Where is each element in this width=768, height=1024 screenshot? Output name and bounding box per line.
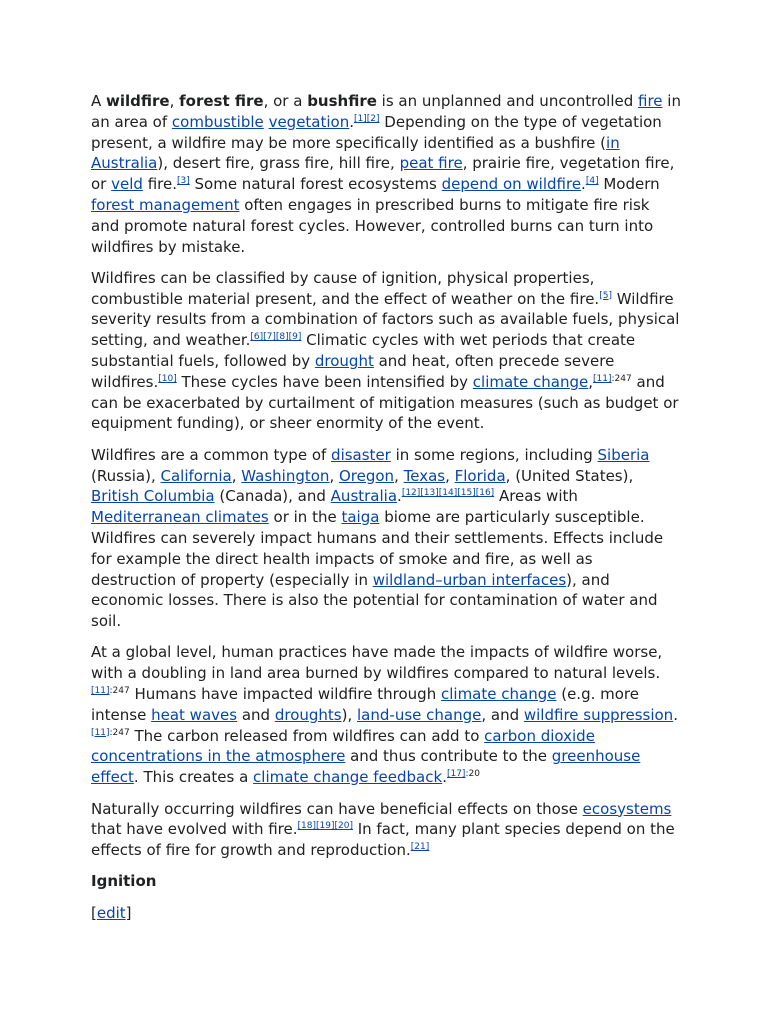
link-siberia[interactable]: Siberia [597,445,650,464]
text-run: often engages in prescribed burns to mitigate fire risk and promote natural forest cycles. However, controlled burns can turn into wildfires by mistake. [91,195,654,256]
bold-term: forest fire [179,92,264,110]
text-run: in some regions, including [390,445,598,464]
page-number: :247 [109,727,130,738]
link-greenhouse-effect[interactable]: greenhouse effect [91,747,641,787]
citation-link[interactable]: [4] [585,176,599,187]
link-washington[interactable]: Washington [241,466,330,485]
paragraph-intro [91,91,681,257]
text-run: Naturally occurring wildfires can have beneficial effects on those [91,799,583,818]
text-run: that have evolved with fire. [91,820,298,839]
text-run: , [588,372,594,391]
link-droughts[interactable]: droughts [274,705,342,724]
edit-bracket-close: ] [125,903,132,922]
text-run: (e.g. more intense [91,685,639,724]
text-run: Modern [598,175,660,194]
text-run: fire. [142,175,177,194]
text-run: In fact, many plant species depend on the effects of fire for growth and reproduction. [91,820,675,860]
link-veld[interactable]: veld [111,175,143,194]
text-run: ), desert fire, grass fire, hill fire, [157,154,400,173]
paragraph-classification [91,268,681,434]
text-run: , [169,92,180,110]
text-run: and can be exacerbated by curtailment of mitigation measures (such as budget or equipment funding), or sheer enormity of the event. [91,372,679,433]
text-run: (Russia), [91,466,161,485]
text-run: At a global level, human practices have made the impacts of wildfire worse, with a doubling in land area burned by wildfires compared to natural levels. [91,643,663,683]
text-run: and [237,705,275,724]
page-number: :20 [465,769,480,780]
link-wildfire-suppression[interactable]: wildfire suppression [523,705,674,724]
link-peat-fire[interactable]: peat fire [399,154,463,173]
text-run: These cycles have been intensified by [176,372,473,391]
text-run: , [329,466,339,485]
page-number: :247 [109,686,130,697]
citation-link[interactable]: [18][19][20] [297,821,353,832]
citation-link[interactable]: [21] [410,842,430,853]
link-land-use-change[interactable]: land-use change [357,705,482,724]
page-number: :247 [611,373,632,384]
link-taiga[interactable]: taiga [341,508,380,527]
text-run: is an unplanned and uncontrolled [376,92,638,110]
bold-term: bushfire [307,92,377,110]
link-heat-waves[interactable]: heat waves [151,705,238,724]
text-run: The carbon released from wildfires can add to [129,726,485,745]
text-run: Wildfire severity results from a combination of factors such as available fuels, physical setting, and weather. [91,289,680,350]
link-forest-management[interactable]: forest management [91,195,240,214]
citation-link[interactable]: [1][2] [354,113,380,124]
text-run: , (United States), [505,466,634,485]
text-run: and heat, often precede severe wildfires. [91,352,615,391]
citation-link[interactable]: [10] [158,373,177,384]
link-florida[interactable]: Florida [454,466,506,485]
text-run: in an area of [91,92,681,131]
text-run: Humans have impacted wildfire through [129,685,441,704]
paragraph-ecosystems [91,799,681,861]
text-run: . [673,705,678,724]
section-heading-ignition: Ignition [91,872,157,891]
citation-link[interactable]: [3] [176,176,190,187]
link-in-australia[interactable]: in Australia [91,133,620,173]
edit-bracket-open: [ [91,903,97,922]
text-run: . [349,112,355,131]
link-fire[interactable]: fire [638,92,663,110]
edit-link[interactable]: edit [96,903,126,922]
link-climate-change[interactable]: climate change [440,685,557,704]
link-carbon-dioxide-concentrations-in-the-atmosphere[interactable]: carbon dioxide concentrations in the atmosphere [91,726,595,766]
link-australia[interactable]: Australia [330,487,398,506]
article-body [91,91,681,934]
text-run: . This creates a [133,768,254,787]
link-depend-on-wildfire[interactable]: depend on wildfire [441,175,582,194]
citation-link[interactable]: [11] [593,373,612,384]
text-run: . [581,175,586,194]
text-run: Areas with [494,487,578,506]
link-oregon[interactable]: Oregon [338,466,395,485]
link-mediterranean-climates[interactable]: Mediterranean climates [91,508,269,527]
text-run: and thus contribute to the [345,747,552,766]
text-run: , [445,466,455,485]
link-british-columbia[interactable]: British Columbia [91,487,215,506]
link-combustible[interactable]: combustible [171,112,264,131]
text-run: Depending on the type of vegetation present, a wildfire may be more specifically identified as a bushfire ( [91,112,662,152]
text-run: ), and economic losses. There is also the potential for contamination of water and soil. [91,570,658,631]
edit-section [91,903,681,924]
text-run: (Canada), and [214,487,331,506]
citation-link[interactable]: [17] [446,769,466,780]
text-run: A [91,92,107,110]
text-run: ), [341,705,358,724]
link-texas[interactable]: Texas [403,466,446,485]
text-run: Climatic cycles with wet periods that create substantial fuels, followed by [91,331,636,371]
paragraph-regions [91,445,681,632]
text-run: . [397,487,402,506]
text-run: biome are particularly susceptible. Wildfires can severely impact humans and their settlements. Effects include for example the direct health impacts of smoke and fire, as well as destruction of property (especially in [91,508,664,589]
citation-link[interactable]: [5] [599,290,612,301]
link-vegetation[interactable]: vegetation [268,112,350,131]
citation-link[interactable]: [6][7][8][9] [250,332,302,343]
text-run: , prairie fire, vegetation fire, or [91,154,675,194]
link-california[interactable]: California [160,466,232,485]
text-run: or in the [268,508,342,527]
link-wildland-urban-interfaces[interactable]: wildland–urban interfaces [372,570,567,589]
link-climate-change[interactable]: climate change [472,372,589,391]
text-run: , or a [263,92,308,110]
link-climate-change-feedback[interactable]: climate change feedback [253,768,443,787]
text-run: . [442,768,447,787]
text-run: , and [481,705,524,724]
link-drought[interactable]: drought [314,352,374,371]
citation-link[interactable]: [11] [91,686,110,697]
text-run: Wildfires can be classified by cause of ignition, physical properties, combustible material present, and the effect of weather on the fire. [91,268,600,308]
bold-term: wildfire [106,92,170,110]
text-run: , [231,466,242,485]
text-run: Some natural forest ecosystems [189,175,442,194]
citation-link[interactable]: [11] [91,727,110,738]
citation-link[interactable]: [12][13][14][15][16] [401,488,495,499]
link-disaster[interactable]: disaster [331,445,391,464]
text-run: , [394,466,404,485]
text-run: Wildfires are a common type of [91,445,332,464]
link-ecosystems[interactable]: ecosystems [582,799,672,818]
paragraph-global-impact [91,642,681,788]
